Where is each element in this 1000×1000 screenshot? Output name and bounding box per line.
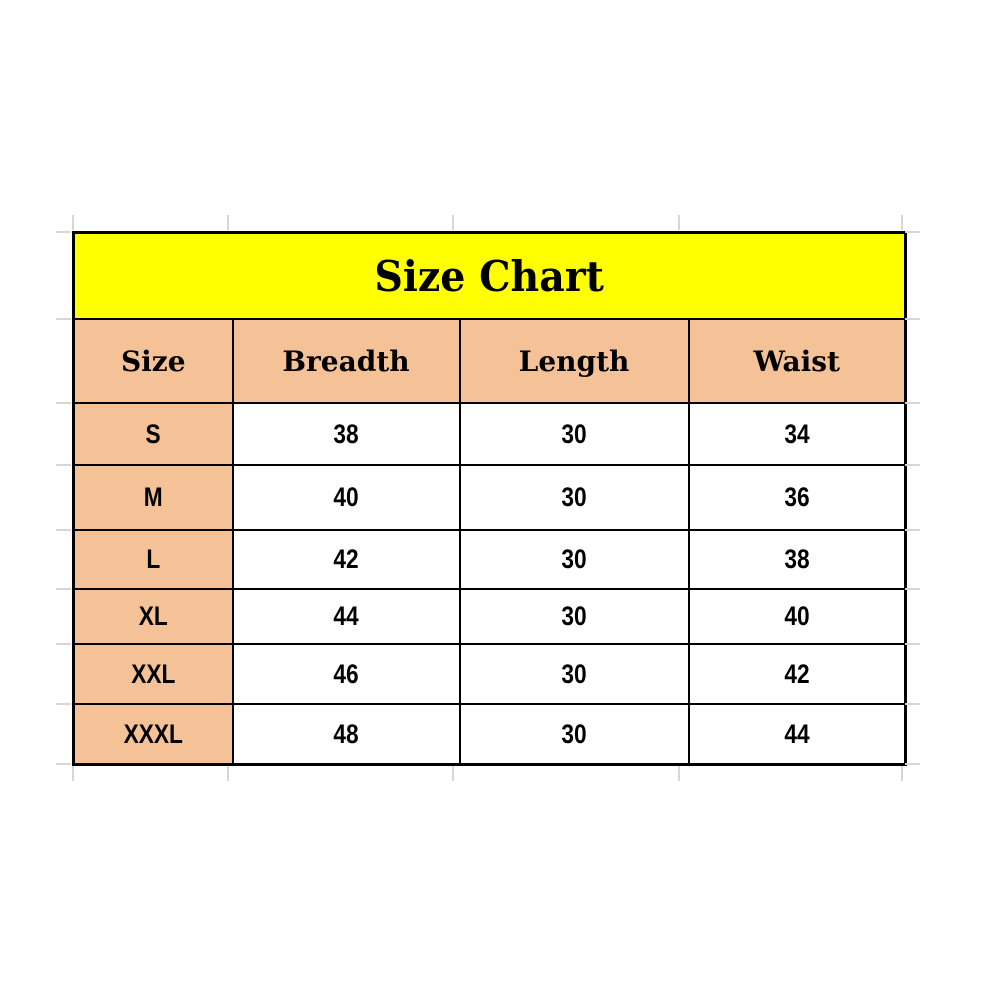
gridline-tick bbox=[56, 464, 71, 466]
waist-cell bbox=[689, 589, 906, 644]
column-header-row bbox=[74, 319, 906, 403]
column-header-waist bbox=[689, 319, 906, 403]
gridline-tick bbox=[56, 318, 71, 320]
length-value: 30 bbox=[561, 658, 587, 689]
breadth-cell bbox=[233, 644, 460, 704]
gridline-tick bbox=[56, 643, 71, 645]
table-title-text: Size Chart bbox=[374, 251, 605, 301]
column-header-length bbox=[460, 319, 689, 403]
title-row bbox=[74, 233, 906, 320]
gridline-tick bbox=[452, 766, 454, 781]
waist-cell bbox=[689, 465, 906, 530]
length-value: 30 bbox=[561, 482, 587, 512]
waist-value: 34 bbox=[784, 418, 810, 449]
size-value: XL bbox=[138, 601, 168, 631]
length-value: 30 bbox=[561, 718, 587, 749]
gridline-tick bbox=[905, 588, 920, 590]
waist-value: 38 bbox=[784, 544, 810, 574]
size-cell bbox=[74, 644, 233, 704]
gridline-tick bbox=[56, 763, 71, 765]
breadth-cell bbox=[233, 589, 460, 644]
waist-cell bbox=[689, 644, 906, 704]
breadth-cell bbox=[233, 530, 460, 589]
length-cell bbox=[460, 530, 689, 589]
size-cell bbox=[74, 589, 233, 644]
gridline-tick bbox=[905, 643, 920, 645]
breadth-value: 48 bbox=[333, 718, 359, 749]
breadth-value: 42 bbox=[333, 544, 359, 574]
gridline-tick bbox=[56, 402, 71, 404]
table-row-xl bbox=[74, 589, 906, 644]
size-cell bbox=[74, 403, 233, 465]
length-value: 30 bbox=[561, 544, 587, 574]
waist-value: 44 bbox=[784, 718, 810, 749]
gridline-tick bbox=[56, 588, 71, 590]
gridline-tick bbox=[901, 766, 903, 781]
gridline-tick bbox=[905, 402, 920, 404]
gridline-tick bbox=[56, 231, 71, 233]
gridline-tick bbox=[72, 766, 74, 781]
gridline-tick bbox=[56, 529, 71, 531]
column-header-breadth-label: Breadth bbox=[282, 344, 410, 378]
size-value: S bbox=[145, 418, 161, 449]
breadth-cell bbox=[233, 704, 460, 765]
table-row-xxl bbox=[74, 644, 906, 704]
gridline-tick bbox=[905, 529, 920, 531]
table-row-xxxl bbox=[74, 704, 906, 765]
gridline-tick bbox=[678, 766, 680, 781]
size-cell bbox=[74, 530, 233, 589]
size-chart-table bbox=[72, 231, 907, 766]
waist-cell bbox=[689, 403, 906, 465]
size-value: L bbox=[146, 544, 161, 574]
gridline-tick bbox=[905, 231, 920, 233]
gridline-tick bbox=[905, 318, 920, 320]
breadth-cell bbox=[233, 403, 460, 465]
length-value: 30 bbox=[561, 418, 587, 449]
gridline-tick bbox=[905, 464, 920, 466]
waist-value: 42 bbox=[784, 658, 810, 689]
breadth-value: 44 bbox=[333, 601, 359, 631]
size-value: XXL bbox=[131, 658, 176, 689]
gridline-tick bbox=[72, 215, 74, 230]
table-row-l bbox=[74, 530, 906, 589]
gridline-tick bbox=[901, 215, 903, 230]
size-value: M bbox=[143, 482, 163, 512]
gridline-tick bbox=[678, 215, 680, 230]
column-header-size bbox=[74, 319, 233, 403]
breadth-cell bbox=[233, 465, 460, 530]
length-cell bbox=[460, 644, 689, 704]
gridline-tick bbox=[905, 703, 920, 705]
length-cell bbox=[460, 403, 689, 465]
length-cell bbox=[460, 704, 689, 765]
table-title bbox=[74, 233, 906, 320]
size-value: XXXL bbox=[123, 718, 183, 749]
table-row-s bbox=[74, 403, 906, 465]
breadth-value: 38 bbox=[333, 418, 359, 449]
waist-value: 36 bbox=[784, 482, 810, 512]
column-header-waist-label: Waist bbox=[753, 344, 840, 378]
breadth-value: 46 bbox=[333, 658, 359, 689]
size-cell bbox=[74, 704, 233, 765]
gridline-tick bbox=[227, 215, 229, 230]
gridline-tick bbox=[227, 766, 229, 781]
size-cell bbox=[74, 465, 233, 530]
table-row-m bbox=[74, 465, 906, 530]
column-header-length-label: Length bbox=[518, 344, 630, 378]
length-value: 30 bbox=[561, 601, 587, 631]
breadth-value: 40 bbox=[333, 482, 359, 512]
waist-value: 40 bbox=[784, 601, 810, 631]
gridline-tick bbox=[56, 703, 71, 705]
column-header-breadth bbox=[233, 319, 460, 403]
gridline-tick bbox=[905, 763, 920, 765]
length-cell bbox=[460, 589, 689, 644]
column-header-size-label: Size bbox=[120, 344, 186, 378]
gridline-tick bbox=[452, 215, 454, 230]
waist-cell bbox=[689, 530, 906, 589]
waist-cell bbox=[689, 704, 906, 765]
length-cell bbox=[460, 465, 689, 530]
